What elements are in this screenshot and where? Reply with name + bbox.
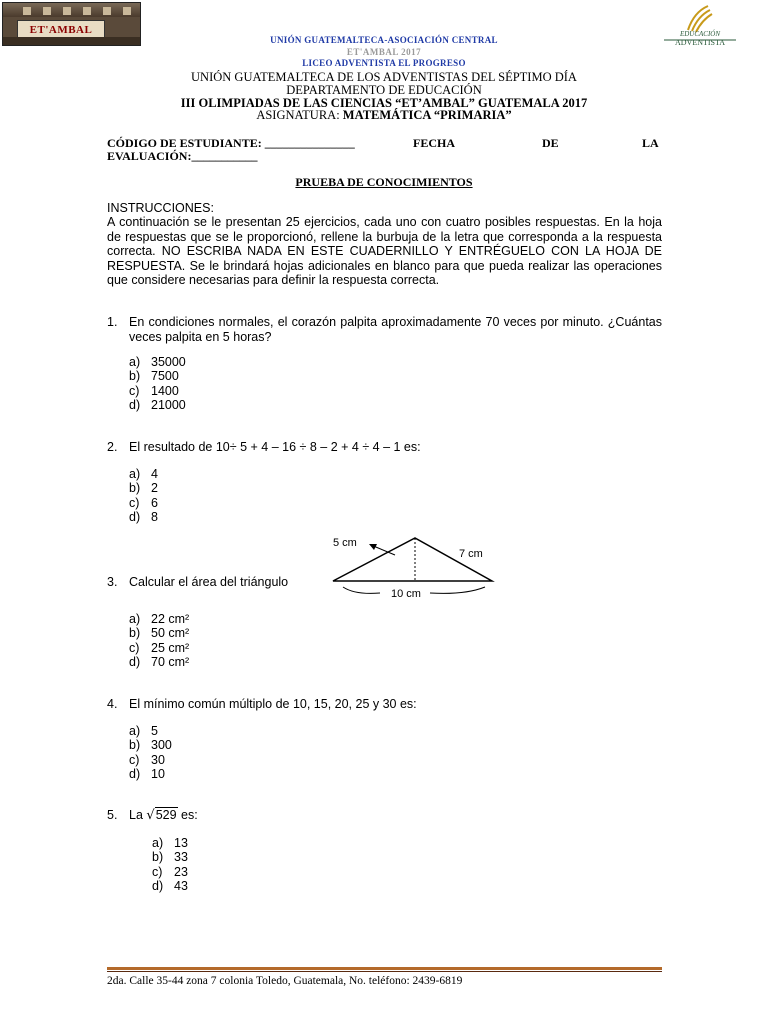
fecha-label: FECHA bbox=[413, 136, 455, 150]
option-c: c) 1400 bbox=[129, 383, 179, 398]
union-line: UNIÓN GUATEMALTECA DE LOS ADVENTISTAS DEL SÉPTIMO DÍA bbox=[191, 70, 577, 84]
option-b: b) 50 cm² bbox=[129, 626, 190, 641]
question-text: El mínimo común múltiplo de 10, 15, 20, 25 y 30 es: bbox=[129, 697, 417, 711]
option-a: a) 4 bbox=[129, 467, 158, 481]
option-b: b) 300 bbox=[129, 738, 172, 753]
option-b: b) 2 bbox=[129, 481, 158, 496]
option-c: c) 23 bbox=[152, 864, 188, 879]
option-d: d) 70 cm² bbox=[129, 654, 190, 669]
question-text-before: La bbox=[129, 808, 147, 822]
option-a: a) 22 cm² bbox=[129, 612, 190, 626]
option-c: c) 25 cm² bbox=[129, 640, 190, 655]
question-5 bbox=[107, 808, 662, 826]
subject-line bbox=[0, 109, 768, 122]
option-d: d) 21000 bbox=[129, 397, 186, 412]
olympiad-line: III OLIMPIADAS DE LAS CIENCIAS “ET’AMBAL” GUATEMALA 2017 bbox=[180, 96, 588, 110]
logo-sign-text: ET'AMBAL bbox=[17, 20, 105, 40]
option-d: d) 43 bbox=[152, 878, 188, 893]
question-number: 4. bbox=[107, 697, 118, 711]
question-number: 1. bbox=[107, 315, 118, 329]
student-code-label: CÓDIGO DE ESTUDIANTE: _______________ bbox=[107, 136, 355, 150]
school-line: LICEO ADVENTISTA EL PROGRESO bbox=[302, 58, 466, 68]
svg-text:ADVENTISTA: ADVENTISTA bbox=[674, 38, 726, 46]
question-number: 5. bbox=[107, 808, 118, 822]
option-d: d) 8 bbox=[129, 509, 158, 524]
option-a: a) 5 bbox=[129, 724, 158, 738]
question-5-options bbox=[152, 836, 188, 893]
option-a: a) 13 bbox=[152, 836, 188, 850]
question-2-options bbox=[129, 467, 158, 524]
de-label: DE bbox=[542, 136, 559, 150]
option-c: c) 6 bbox=[129, 495, 158, 510]
svg-text:EDUCACIÓN: EDUCACIÓN bbox=[679, 30, 721, 38]
left-side-label: 5 cm bbox=[333, 537, 357, 549]
question-1-options bbox=[129, 355, 186, 412]
footer-divider bbox=[107, 967, 662, 970]
option-b: b) 7500 bbox=[129, 369, 179, 384]
test-title: PRUEBA DE CONOCIMIENTOS bbox=[295, 175, 473, 189]
question-4-options bbox=[129, 724, 172, 781]
instructions-heading: INSTRUCCIONES: bbox=[107, 201, 214, 215]
option-a: a) 35000 bbox=[129, 355, 186, 369]
option-b: b) 33 bbox=[152, 850, 188, 865]
triangle-figure bbox=[325, 533, 505, 603]
question-text: Calcular el área del triángulo bbox=[129, 575, 289, 589]
la-label: LA bbox=[642, 136, 659, 150]
right-side-label: 7 cm bbox=[459, 548, 483, 560]
question-text bbox=[129, 808, 662, 824]
question-text: En condiciones normales, el corazón palpita aproximadamente 70 veces por minuto. ¿Cuántas veces palpita en 5 horas? bbox=[129, 315, 662, 344]
instructions-body: A continuación se le presentan 25 ejercicios, cada uno con cuatro posibles respuestas. En la hoja de respuestas que se le proporcionó, rellene la burbuja de la letra que corresponda a la respuesta correcta. NO ESCRIBA NADA EN ESTE CUADERNILLO Y ENTRÉGUELO CON LA HOJA DE RESPUESTA. Se le brindará hojas adicionales en blanco para que pueda realizar las operaciones que considere necesarias para definir la respuesta correcta. bbox=[107, 215, 662, 287]
department-line: DEPARTAMENTO DE EDUCACIÓN bbox=[286, 83, 482, 97]
question-text-after: es: bbox=[177, 808, 198, 822]
option-d: d) 10 bbox=[129, 766, 165, 781]
question-text: El resultado de 10÷ 5 + 4 – 16 ÷ 8 – 2 + 4 ÷ 4 – 1 es: bbox=[129, 440, 421, 454]
question-number: 2. bbox=[107, 440, 118, 454]
radicand: 529 bbox=[155, 808, 177, 822]
footer-divider-thin bbox=[107, 971, 662, 972]
footer-address: 2da. Calle 35-44 zona 7 colonia Toledo, Guatemala, No. teléfono: 2439-6819 bbox=[107, 975, 463, 987]
org-line: UNIÓN GUATEMALTECA-ASOCIACIÓN CENTRAL bbox=[270, 35, 498, 45]
subject-value: MATEMÁTICA “PRIMARIA” bbox=[342, 108, 512, 122]
question-4 bbox=[107, 697, 662, 713]
question-2 bbox=[107, 440, 662, 456]
question-3-options bbox=[129, 612, 189, 669]
subject-label: ASIGNATURA: bbox=[256, 108, 343, 122]
base-label: 10 cm bbox=[391, 588, 421, 600]
question-1 bbox=[107, 315, 662, 345]
option-c: c) 30 bbox=[129, 752, 165, 767]
event-line: ET'AMBAL 2017 bbox=[346, 47, 422, 57]
question-number: 3. bbox=[107, 575, 118, 589]
sqrt-symbol: √ bbox=[146, 808, 155, 823]
evaluacion-label: EVALUACIÓN:___________ bbox=[107, 149, 258, 163]
